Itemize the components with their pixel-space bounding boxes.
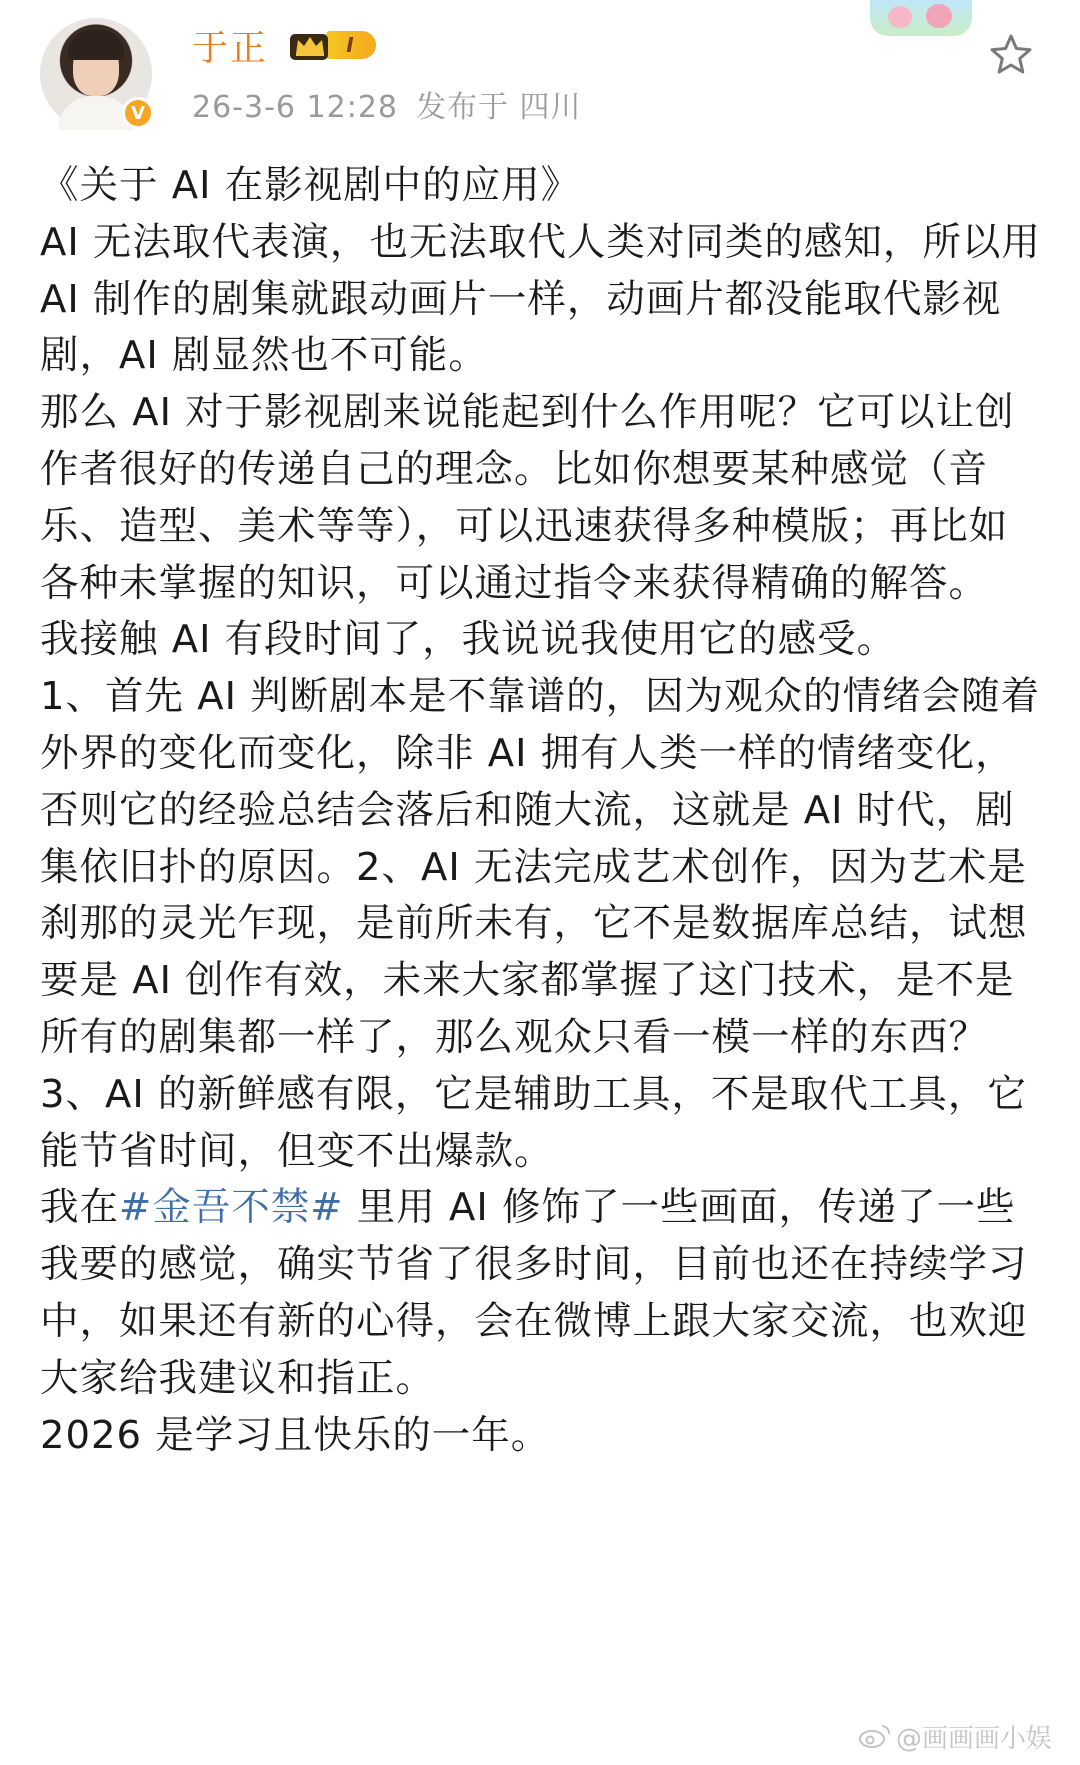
verified-v-icon: V [122,97,154,129]
post-body [40,158,1044,1464]
weibo-logo-icon [858,1722,892,1750]
crown-icon [288,28,332,62]
username[interactable]: 于正 [192,28,269,69]
post-paragraph: 2026 是学习且快乐的一年。 [40,1412,551,1458]
vip-level-label: I [326,31,376,59]
paragraph-text: 我在 [40,1185,120,1231]
vip-level-badge[interactable] [288,28,398,62]
avatar-hair-shape [68,30,124,60]
post-paragraph: 我接触 AI 有段时间了，我说说我使用它的感受。 [40,617,897,663]
post-header [0,0,1080,150]
watermark-text: @画画画小娱 [896,1723,1053,1754]
post-paragraph [40,1180,1044,1407]
post-timestamp: 26-3-6 12:28 [192,90,398,125]
post-meta [192,82,600,126]
decoration-sticker [870,0,972,36]
paragraph-text: 里用 AI 修饰了一些画面，传递了一些我要的感觉，确实节省了很多时间，目前也还在持续学习中，如果还有新的心得，会在微博上跟大家交流，也欢迎大家给我建议和指正。 [40,1185,1028,1401]
post-paragraph: 那么 AI 对于影视剧来说能起到什么作用呢？它可以让创作者很好的传递自己的理念。比如你想要某种感觉（音乐、造型、美术等等），可以迅速获得多种模版；再比如各种未掌握的知识，可以通过指令来获得精确的解答。 [40,390,1015,606]
star-outline-icon[interactable] [988,32,1034,78]
post-title: 《关于 AI 在影视剧中的应用》 [40,163,581,208]
post-paragraph: 1、首先 AI 判断剧本是不靠谱的，因为观众的情绪会随着外界的变化而变化，除非 AI 拥有人类一样的情绪变化，否则它的经验总结会落后和随大流，这就是 AI 时代，剧集依旧扑的原因。2、AI 无法完成艺术创作，因为艺术是刹那的灵光乍现，是前所未有，它不是数据库总结，试想要是 AI 创作有效，未来大家都掌握了这门技术，是不是所有的剧集都一样了，那么观众只看一模一样的东西？3、AI 的新鲜感有限，它是辅助工具，不是取代工具，它能节省时间，但变不出爆款。 [40,674,1041,1174]
watermark [858,1716,1052,1756]
post-paragraph: AI 无法取代表演，也无法取代人类对同类的感知，所以用 AI 制作的剧集就跟动画片一样，动画片都没能取代影视剧，AI 剧显然也不可能。 [40,219,1041,379]
hashtag-link[interactable]: #金吾不禁# [119,1185,344,1231]
post-location: 发布于 四川 [416,90,582,125]
